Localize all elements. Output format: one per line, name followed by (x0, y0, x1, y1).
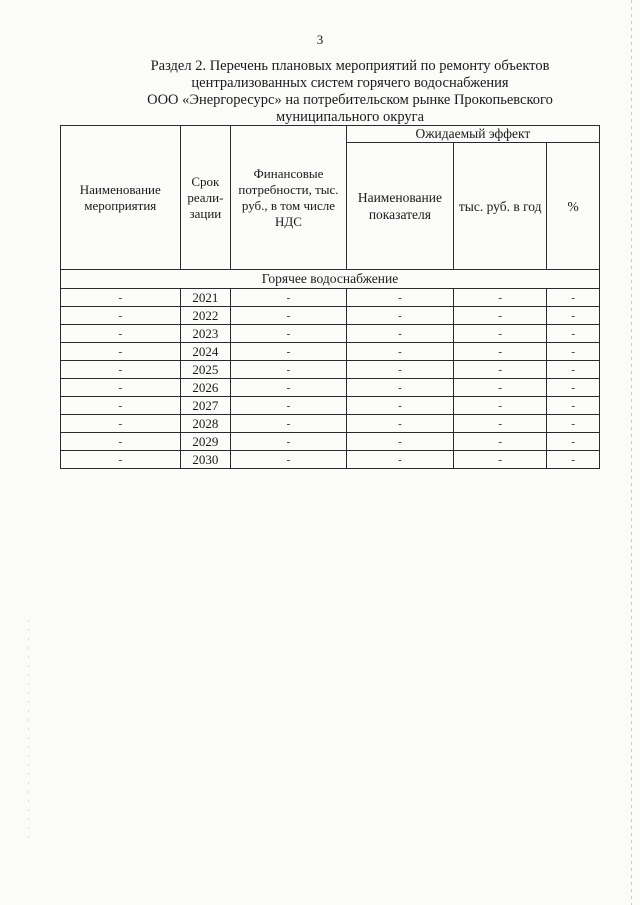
scan-edge-line (631, 0, 632, 905)
cell-year: 2023 (180, 325, 231, 343)
header-expected-effect: Ожидаемый эффект (346, 126, 599, 143)
heading-line-4: муниципального округа (275, 109, 425, 125)
header-term: Срок реали-зации (180, 126, 231, 270)
heading-line-2: централизованных систем горячего водоснабжения (191, 75, 509, 91)
cell-indicator: - (346, 307, 453, 325)
cell-measure-name: - (61, 451, 181, 469)
table-row (61, 379, 600, 397)
cell-indicator: - (346, 397, 453, 415)
table-row (61, 361, 600, 379)
table-row (61, 307, 600, 325)
cell-percent: - (547, 415, 600, 433)
cell-finance: - (231, 325, 347, 343)
cell-per-year: - (454, 397, 547, 415)
cell-percent: - (547, 451, 600, 469)
cell-indicator: - (346, 289, 453, 307)
cell-measure-name: - (61, 397, 181, 415)
header-finance: Финансовые потребности, тыс. руб., в том числе НДС (231, 126, 347, 270)
cell-percent: - (547, 325, 600, 343)
cell-indicator: - (346, 343, 453, 361)
cell-year: 2026 (180, 379, 231, 397)
cell-percent: - (547, 289, 600, 307)
measures-table (60, 125, 600, 469)
scan-artifact-line (28, 620, 29, 840)
cell-finance: - (231, 361, 347, 379)
cell-per-year: - (454, 451, 547, 469)
cell-year: 2028 (180, 415, 231, 433)
cell-year: 2024 (180, 343, 231, 361)
section-title: Горячее водоснабжение (61, 270, 600, 289)
document-heading (100, 58, 600, 126)
cell-measure-name: - (61, 307, 181, 325)
header-indicator-name: Наименование показателя (346, 143, 453, 270)
cell-indicator: - (346, 451, 453, 469)
page-number: 3 (316, 32, 324, 47)
cell-measure-name: - (61, 433, 181, 451)
cell-indicator: - (346, 379, 453, 397)
cell-per-year: - (454, 307, 547, 325)
cell-per-year: - (454, 433, 547, 451)
table-row (61, 343, 600, 361)
cell-indicator: - (346, 433, 453, 451)
heading-line-3: ООО «Энергоресурс» на потребительском рынке Прокопьевского (147, 92, 553, 108)
table-row (61, 325, 600, 343)
cell-per-year: - (454, 415, 547, 433)
header-per-year: тыс. руб. в год (454, 143, 547, 270)
cell-measure-name: - (61, 325, 181, 343)
cell-finance: - (231, 451, 347, 469)
cell-year: 2025 (180, 361, 231, 379)
table-row (61, 397, 600, 415)
cell-percent: - (547, 343, 600, 361)
cell-per-year: - (454, 325, 547, 343)
table-row (61, 289, 600, 307)
cell-measure-name: - (61, 415, 181, 433)
cell-indicator: - (346, 361, 453, 379)
cell-year: 2027 (180, 397, 231, 415)
cell-per-year: - (454, 289, 547, 307)
cell-finance: - (231, 415, 347, 433)
table-row (61, 451, 600, 469)
heading-line-1: Раздел 2. Перечень плановых мероприятий по ремонту объектов (150, 58, 550, 74)
cell-percent: - (547, 433, 600, 451)
cell-measure-name: - (61, 379, 181, 397)
header-measure-name: Наименование мероприятия (61, 126, 181, 270)
cell-per-year: - (454, 379, 547, 397)
cell-measure-name: - (61, 289, 181, 307)
header-percent: % (547, 143, 600, 270)
cell-indicator: - (346, 325, 453, 343)
cell-finance: - (231, 289, 347, 307)
cell-indicator: - (346, 415, 453, 433)
table-row (61, 415, 600, 433)
cell-finance: - (231, 397, 347, 415)
cell-percent: - (547, 361, 600, 379)
cell-per-year: - (454, 343, 547, 361)
cell-finance: - (231, 433, 347, 451)
cell-percent: - (547, 397, 600, 415)
header-row-top (61, 126, 600, 143)
cell-finance: - (231, 307, 347, 325)
section-row (61, 270, 600, 289)
cell-year: 2030 (180, 451, 231, 469)
cell-finance: - (231, 343, 347, 361)
cell-percent: - (547, 379, 600, 397)
cell-measure-name: - (61, 343, 181, 361)
cell-year: 2029 (180, 433, 231, 451)
cell-year: 2022 (180, 307, 231, 325)
cell-measure-name: - (61, 361, 181, 379)
cell-percent: - (547, 307, 600, 325)
cell-year: 2021 (180, 289, 231, 307)
cell-per-year: - (454, 361, 547, 379)
table-row (61, 433, 600, 451)
cell-finance: - (231, 379, 347, 397)
